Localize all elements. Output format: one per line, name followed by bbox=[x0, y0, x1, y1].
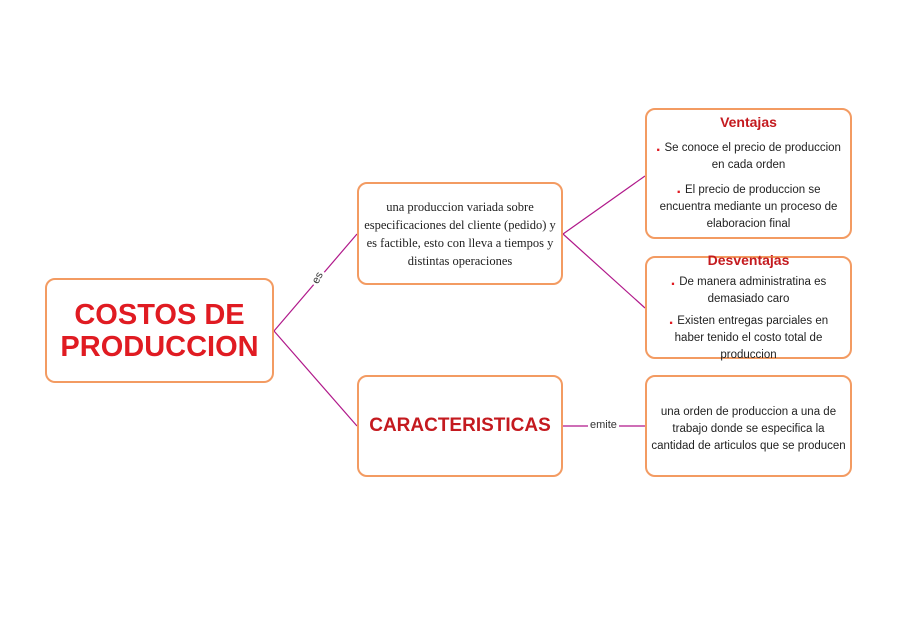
ventajas-node bbox=[645, 108, 852, 239]
caracteristicas-node bbox=[357, 375, 563, 477]
main-topic-line1: COSTOS DE bbox=[74, 298, 245, 331]
desventajas-item: . De manera administratina es demasiado caro bbox=[670, 271, 827, 305]
ventajas-item: . El precio de produccion se encuentra mediante un proceso de elaboracion final bbox=[659, 180, 838, 230]
edge-label-es: es bbox=[309, 270, 326, 286]
desventajas-item: . Existen entregas parciales en haber tenido el costo total de produccion bbox=[668, 310, 829, 361]
connector-definition-to-ventajas bbox=[563, 176, 645, 234]
connector-main-to-caracteristicas bbox=[274, 331, 357, 426]
main-topic-line2: PRODUCCION bbox=[60, 330, 259, 363]
desventajas-node bbox=[645, 251, 852, 361]
ventajas-title: Ventajas bbox=[720, 114, 777, 130]
definition-node bbox=[357, 182, 563, 285]
emite-node bbox=[645, 375, 852, 477]
connector-definition-to-desventajas bbox=[563, 234, 645, 308]
ventajas-item: . Se conoce el precio de produccion en cada orden bbox=[656, 138, 841, 171]
edge-label-emite: emite bbox=[590, 419, 617, 431]
main-topic-node bbox=[45, 278, 274, 383]
definition-text: una produccion variada sobre especificaciones del cliente (pedido) y es factible, esto con lleva a tiempos y distintas operaciones bbox=[364, 199, 556, 268]
desventajas-title: Desventajas bbox=[707, 251, 790, 268]
emite-text: una orden de produccion a una de trabajo donde se especifica la cantidad de articulos que se producen bbox=[651, 406, 846, 452]
caracteristicas-title: CARACTERISTICAS bbox=[369, 415, 551, 436]
